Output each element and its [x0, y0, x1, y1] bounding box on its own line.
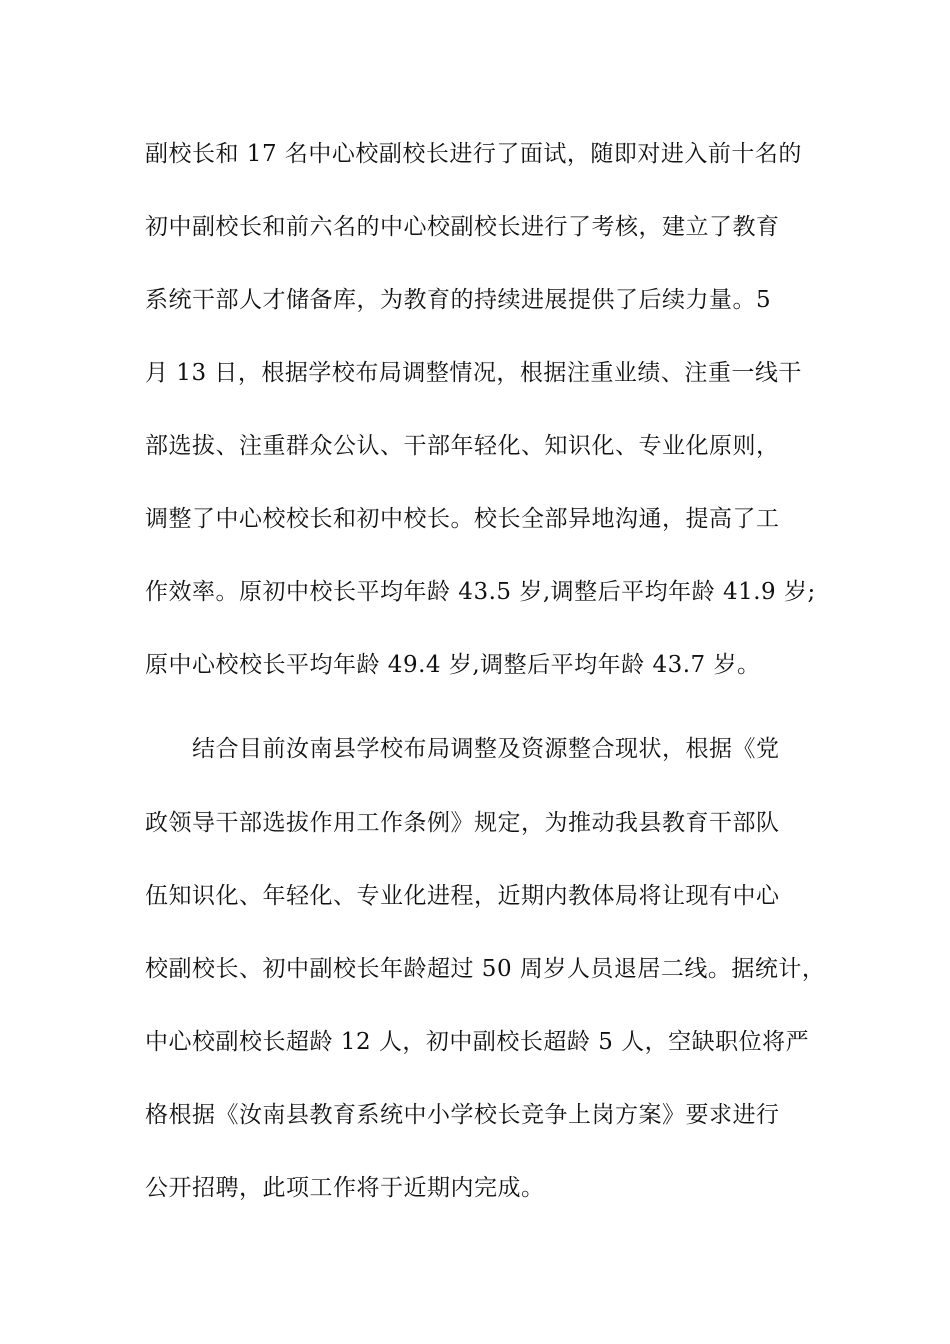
paragraph-1-line-2: 初中副校长和前六名的中心校副校长进行了考核，建立了教育 [145, 214, 780, 240]
paragraph-2-line-5: 中心校副校长超龄 12 人，初中副校长超龄 5 人，空缺职位将严 [145, 1029, 810, 1055]
paragraph-2-line-2: 政领导干部选拔作用工作条例》规定，为推动我县教育干部队 [145, 810, 780, 836]
paragraph-2-line-3: 伍知识化、年轻化、专业化进程，近期内教体局将让现有中心 [145, 883, 780, 909]
paragraph-2-line-4: 校副校长、初中副校长年龄超过 50 周岁人员退居二线。据统计， [145, 956, 826, 982]
paragraph-1-line-5: 部选拔、注重群众公认、干部年轻化、知识化、专业化原则， [145, 433, 780, 459]
paragraph-1-line-1: 副校长和 17 名中心校副校长进行了面试，随即对进入前十名的 [145, 141, 802, 167]
paragraph-2-line-6: 格根据《汝南县教育系统中小学校长竞争上岗方案》要求进行 [145, 1102, 780, 1128]
paragraph-1-line-7: 作效率。原初中校长平均年龄 43.5 岁,调整后平均年龄 41.9 岁; [145, 579, 816, 605]
paragraph-1-line-4: 月 13 日，根据学校布局调整情况，根据注重业绩、注重一线干 [145, 360, 802, 386]
paragraph-2-line-1: 结合目前汝南县学校布局调整及资源整合现状，根据《党 [192, 736, 780, 762]
paragraph-1-line-6: 调整了中心校校长和初中校长。校长全部异地沟通，提高了工 [145, 506, 780, 532]
paragraph-1-line-3: 系统干部人才储备库，为教育的持续进展提供了后续力量。5 [145, 287, 772, 313]
paragraph-1-line-8: 原中心校校长平均年龄 49.4 岁,调整后平均年龄 43.7 岁。 [145, 652, 761, 678]
paragraph-2-line-7: 公开招聘，此项工作将于近期内完成。 [145, 1175, 545, 1201]
